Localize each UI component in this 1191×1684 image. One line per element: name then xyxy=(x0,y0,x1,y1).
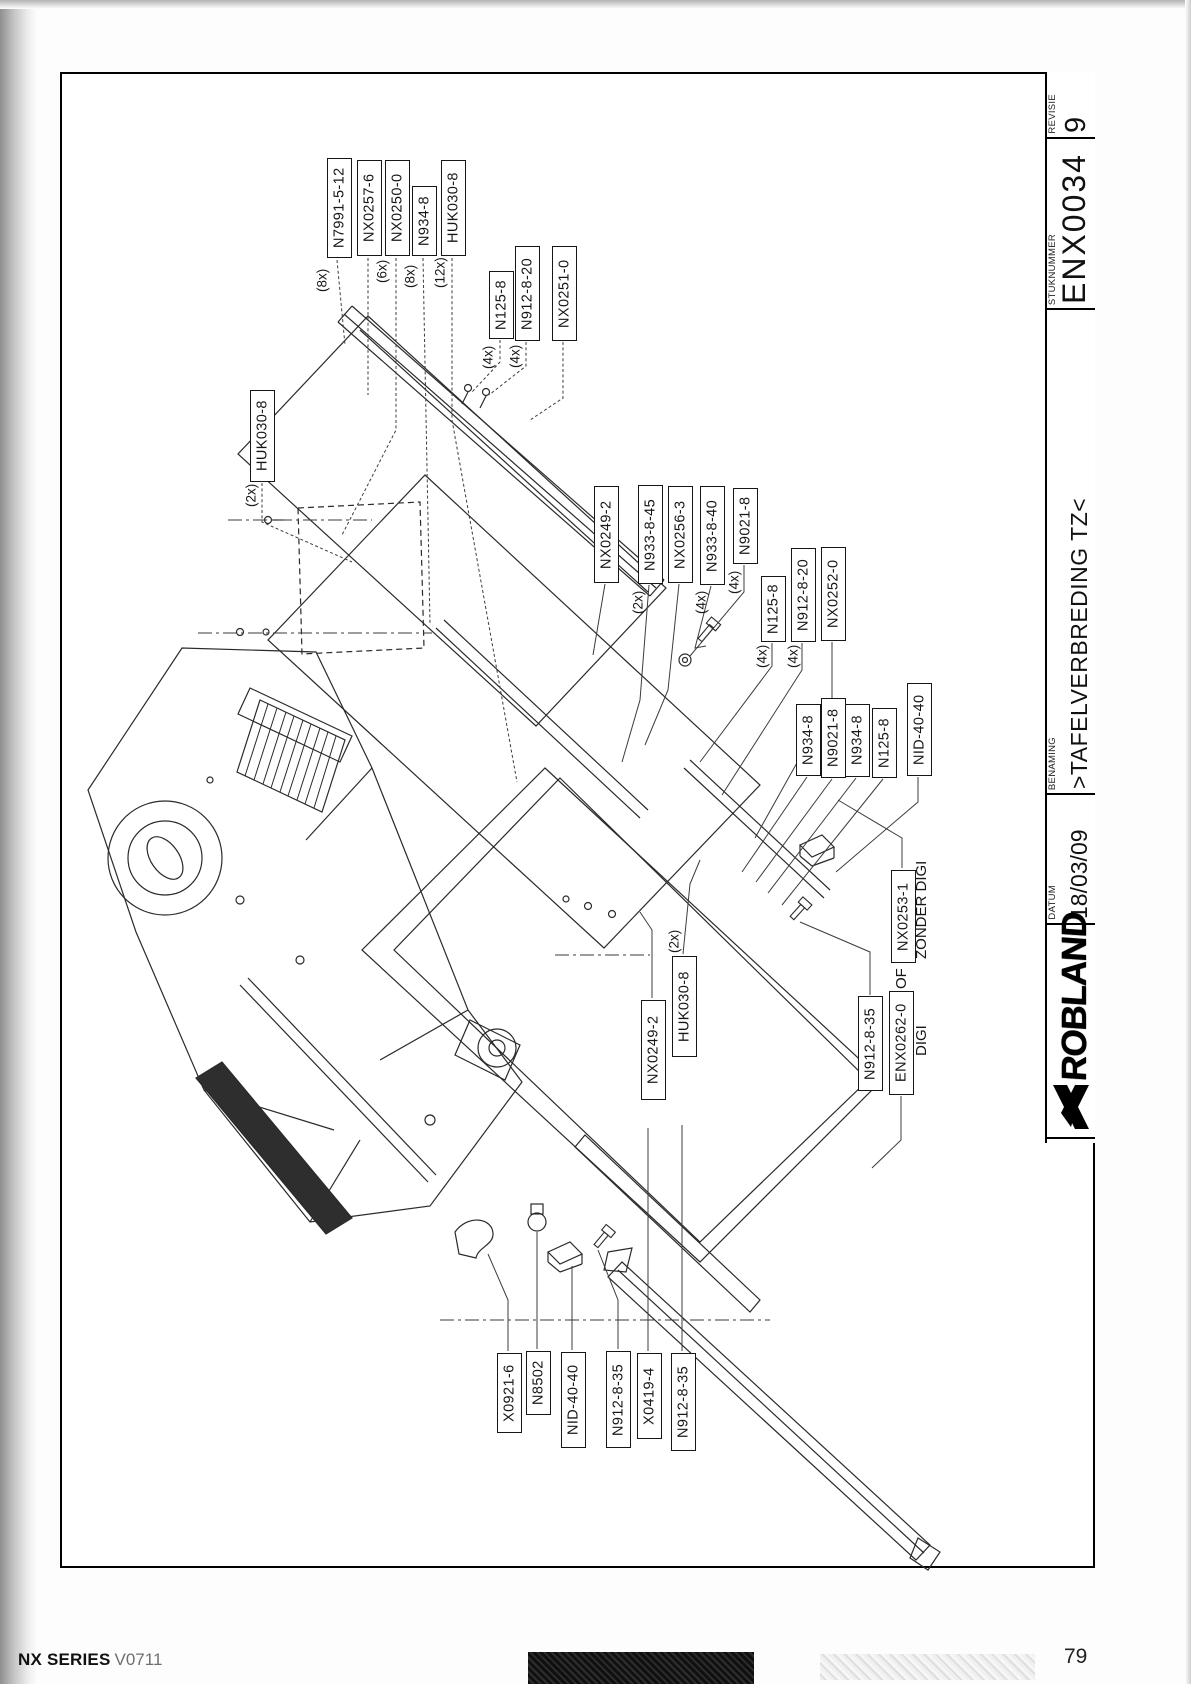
title-block-date-cell xyxy=(1047,795,1095,925)
part-label: NX0256-3 xyxy=(668,486,693,583)
part-label: N934-8 xyxy=(412,186,437,256)
part-label: NX0252-0 xyxy=(821,547,846,641)
stuknummer-label: STUKNUMMER xyxy=(1047,233,1058,305)
part-label: X0921-6 xyxy=(497,1353,522,1433)
title-block-logo-cell xyxy=(1047,911,1095,1139)
redacted-bar xyxy=(528,1652,754,1684)
part-label: HUK030-8 xyxy=(672,956,697,1057)
part-label: N125-8 xyxy=(872,708,897,778)
note-zonder-digi: ZONDER DIGI xyxy=(913,860,930,959)
part-label: NX0257-6 xyxy=(357,160,382,256)
footer-series-version: V0711 xyxy=(114,1650,163,1669)
part-label: NX0249-2 xyxy=(594,486,619,583)
part-qty: (4x) xyxy=(754,644,770,668)
title-block-name-cell xyxy=(1047,310,1095,795)
part-label: N912-8-35 xyxy=(606,1351,631,1448)
part-label: N912-8-35 xyxy=(671,1353,696,1451)
title-block-revision-cell xyxy=(1047,72,1095,139)
footer-series xyxy=(18,1650,162,1670)
part-label: N933-8-45 xyxy=(638,485,663,584)
part-qty: (2x) xyxy=(666,929,682,954)
part-label: N7991-5-12 xyxy=(327,158,352,258)
part-label: NX0249-2 xyxy=(641,1000,666,1100)
part-label: N934-8 xyxy=(796,704,821,776)
note-of: OF xyxy=(893,968,910,990)
part-qty: (8x) xyxy=(314,268,330,292)
revisie-value: 9 xyxy=(1060,116,1092,133)
part-label: ENX0262-0 xyxy=(889,991,914,1095)
part-label: N9021-8 xyxy=(821,698,846,778)
page-number: 79 xyxy=(1064,1645,1088,1668)
part-qty: (4x) xyxy=(726,570,742,594)
part-qty: (6x) xyxy=(374,259,390,283)
part-qty: (4x) xyxy=(785,644,801,668)
title-block-partnumber-cell xyxy=(1047,139,1095,310)
title-block xyxy=(1045,72,1095,1143)
part-label: N912-8-35 xyxy=(858,996,883,1091)
note-digi: DIGI xyxy=(913,1025,930,1057)
datum-value: 18/03/09 xyxy=(1066,829,1092,919)
footer-series-name: NX SERIES xyxy=(18,1650,111,1669)
datum-label: DATUM xyxy=(1047,885,1058,920)
benaming-value: >TAFELVERBREDING TZ< xyxy=(1066,497,1092,789)
part-qty: (12x) xyxy=(432,257,448,289)
robland-logo-mark xyxy=(1051,1083,1091,1133)
part-label: NX0250-0 xyxy=(385,160,410,256)
benaming-label: BENAMING xyxy=(1047,736,1058,790)
part-qty: (4x) xyxy=(480,345,496,369)
part-label: X0419-4 xyxy=(637,1353,662,1439)
part-label: N125-8 xyxy=(489,271,514,339)
part-qty: (4x) xyxy=(507,344,523,368)
part-label: N125-8 xyxy=(761,576,786,642)
part-qty: (2x) xyxy=(243,483,259,507)
part-label: NX0251-0 xyxy=(552,246,577,341)
stuknummer-value: ENX0034 xyxy=(1056,153,1092,304)
part-label: N912-8-20 xyxy=(791,548,816,642)
part-label: N912-8-20 xyxy=(515,246,540,341)
part-label: HUK030-8 xyxy=(250,390,275,482)
part-label: NID-40-40 xyxy=(561,1352,586,1448)
part-label: N9021-8 xyxy=(733,488,758,564)
part-label: N8502 xyxy=(526,1351,551,1415)
part-label: HUK030-8 xyxy=(441,160,466,256)
part-qty: (8x) xyxy=(402,264,418,288)
robland-logo-text: ROBLAND xyxy=(1055,911,1094,1083)
part-label: NID-40-40 xyxy=(907,683,932,776)
revisie-label: REVISIE xyxy=(1047,94,1058,134)
part-label: N934-8 xyxy=(845,704,870,777)
faded-stamp xyxy=(820,1654,1035,1680)
part-label: N933-8-40 xyxy=(700,486,725,585)
part-label: NX0253-1 xyxy=(891,870,916,963)
part-qty: (2x) xyxy=(630,590,646,614)
part-qty: (4x) xyxy=(693,590,709,614)
